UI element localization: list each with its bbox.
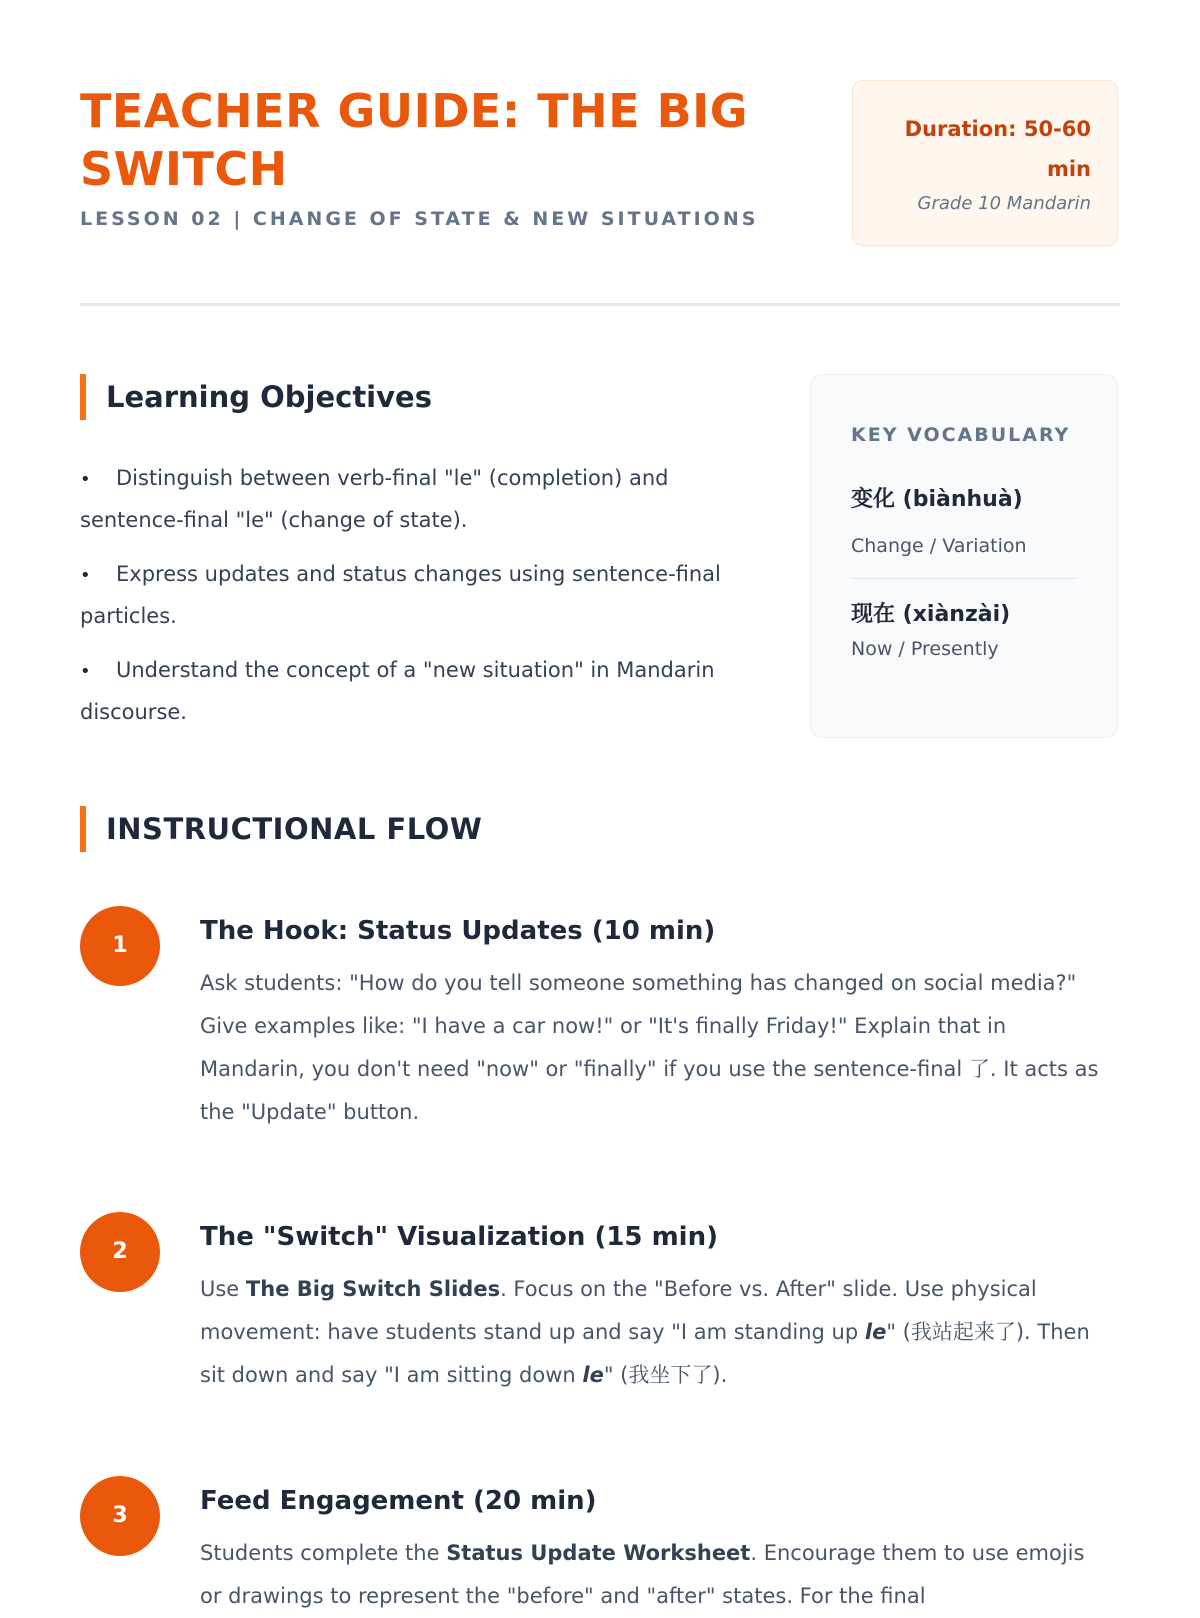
- bullet-icon: •: [80, 661, 91, 682]
- italic-term: le: [864, 1320, 887, 1344]
- vocab-definition: Now / Presently: [851, 638, 999, 660]
- step-description: [200, 962, 1110, 1134]
- vocab-item: [851, 599, 1077, 663]
- header-divider: [80, 303, 1120, 306]
- objective-item: [80, 554, 760, 636]
- bullet-icon: •: [80, 565, 91, 586]
- vocab-definition: Change / Variation: [851, 535, 1027, 557]
- key-vocabulary-card: [810, 374, 1118, 738]
- vocab-term: 现在 (xiànzài): [851, 602, 1011, 627]
- duration-label: Duration: 50-60 min: [904, 117, 1091, 181]
- emphasized-text: The Big Switch Slides: [245, 1277, 501, 1301]
- instructional-flow-heading: INSTRUCTIONAL FLOW: [80, 806, 806, 852]
- vocab-divider: [851, 578, 1077, 579]
- objectives-list: [80, 458, 760, 746]
- lesson-meta-card: [852, 80, 1118, 246]
- vocab-title: KEY VOCABULARY: [851, 424, 1071, 446]
- step-number-badge: 3: [80, 1476, 160, 1556]
- text-run: " (我坐下了).: [603, 1363, 728, 1387]
- vocab-term: 变化 (biànhuà): [851, 487, 1023, 512]
- bullet-icon: •: [80, 469, 91, 490]
- lesson-subtitle: LESSON 02 | CHANGE OF STATE & NEW SITUATIONS: [80, 208, 759, 230]
- step-number-badge: 1: [80, 906, 160, 986]
- italic-term: le: [582, 1363, 604, 1387]
- step-title: The "Switch" Visualization (15 min): [200, 1222, 718, 1252]
- objective-text: Distinguish between verb-final "le" (completion) and sentence-final "le" (change of state).: [80, 466, 669, 532]
- step-title: Feed Engagement (20 min): [200, 1486, 597, 1516]
- vocab-item: [851, 484, 1077, 560]
- emphasized-text: Status Update Worksheet: [446, 1541, 751, 1565]
- objective-text: Understand the concept of a "new situation" in Mandarin discourse.: [80, 658, 715, 724]
- objective-item: [80, 458, 760, 540]
- text-run: Ask students: "How do you tell someone something has changed on social media?" Give examples like: "I have a car now!" or "It's finally Friday!" Explain that in Mandarin, you don't need "now" or "finally" if you use the sentence-final 了. It acts as the "Update" button.: [200, 971, 1099, 1124]
- text-run: . Encourage them to use emojis or drawings to represent the "before" and "after" states. For the final: [200, 1541, 1085, 1608]
- objective-text: Express updates and status changes using sentence-final particles.: [80, 562, 721, 628]
- step-description: [200, 1268, 1110, 1397]
- grade-label: Grade 10 Mandarin: [917, 193, 1091, 214]
- step-number-badge: 2: [80, 1212, 160, 1292]
- text-run: . Focus on the "Before vs. After" slide. Use physical movement: have students stand up and say "I am standing up: [200, 1277, 1037, 1344]
- objectives-heading: Learning Objectives: [80, 374, 766, 420]
- step-description: [200, 1532, 1110, 1618]
- objective-item: [80, 650, 760, 732]
- teacher-guide-page: [80, 0, 1120, 1608]
- text-run: " (我站起来了). Then sit down and say "I am sitting down: [200, 1320, 1090, 1387]
- page-title: TEACHER GUIDE: THE BIG SWITCH: [80, 84, 749, 196]
- text-run: Students complete the: [200, 1541, 447, 1565]
- step-title: The Hook: Status Updates (10 min): [200, 916, 716, 946]
- text-run: Use: [200, 1277, 246, 1301]
